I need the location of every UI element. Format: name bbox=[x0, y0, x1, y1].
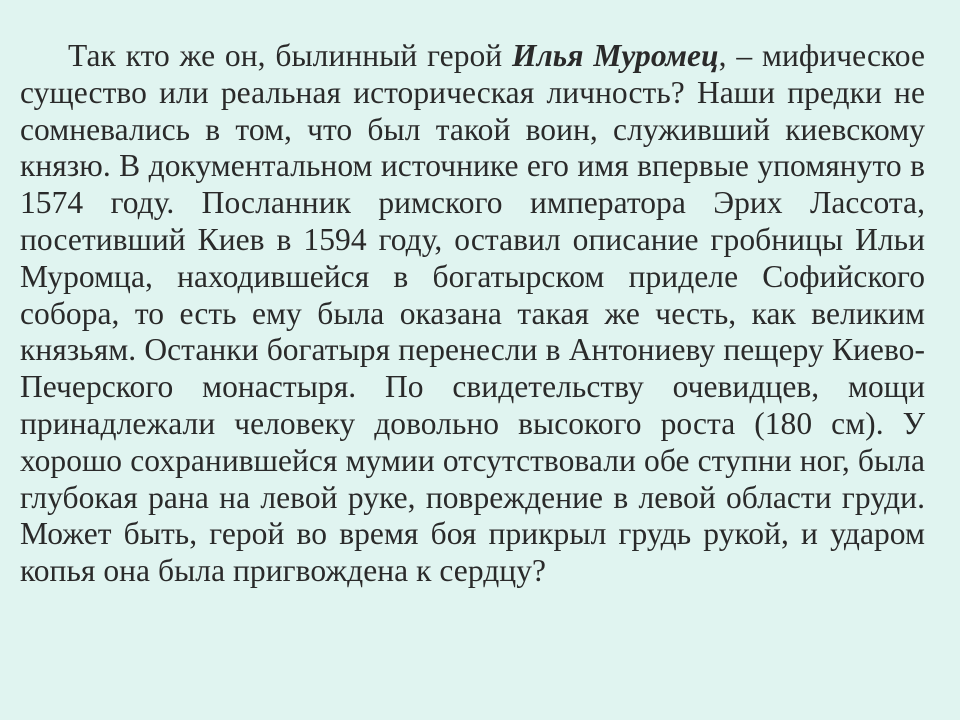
paragraph-intro-text: Так кто же он, былинный герой bbox=[68, 38, 513, 73]
paragraph-main-text: , – мифическое существо или реальная историческая личность? Наши предки не сомневались в том, что был такой воин, служивший киевскому князю. В документальном источнике его имя впервые упомянуто в 1574 году. Посланник римского императора Эрих Лассота, посетивший Киев в 1594 году, оставил описание гробницы Ильи Муромца, находившейся в богатырском приделе Софийского собора, то есть ему была оказана такая же честь, как великим князьям. Останки богатыря перенесли в Антониеву пещеру Киево-Печерского монастыря. По свидетельству очевидцев, мощи принадлежали человеку довольно высокого роста (180 см). У хорошо сохранившейся мумии отсутствовали обе ступни ног, была глубокая рана на левой руке, повреждение в левой области груди. Может быть, герой во время боя прикрыл грудь рукой, и ударом копья она была пригвождена к сердцу? bbox=[20, 38, 925, 589]
body-paragraph bbox=[20, 38, 925, 590]
hero-name: Илья Муромец bbox=[512, 38, 719, 73]
